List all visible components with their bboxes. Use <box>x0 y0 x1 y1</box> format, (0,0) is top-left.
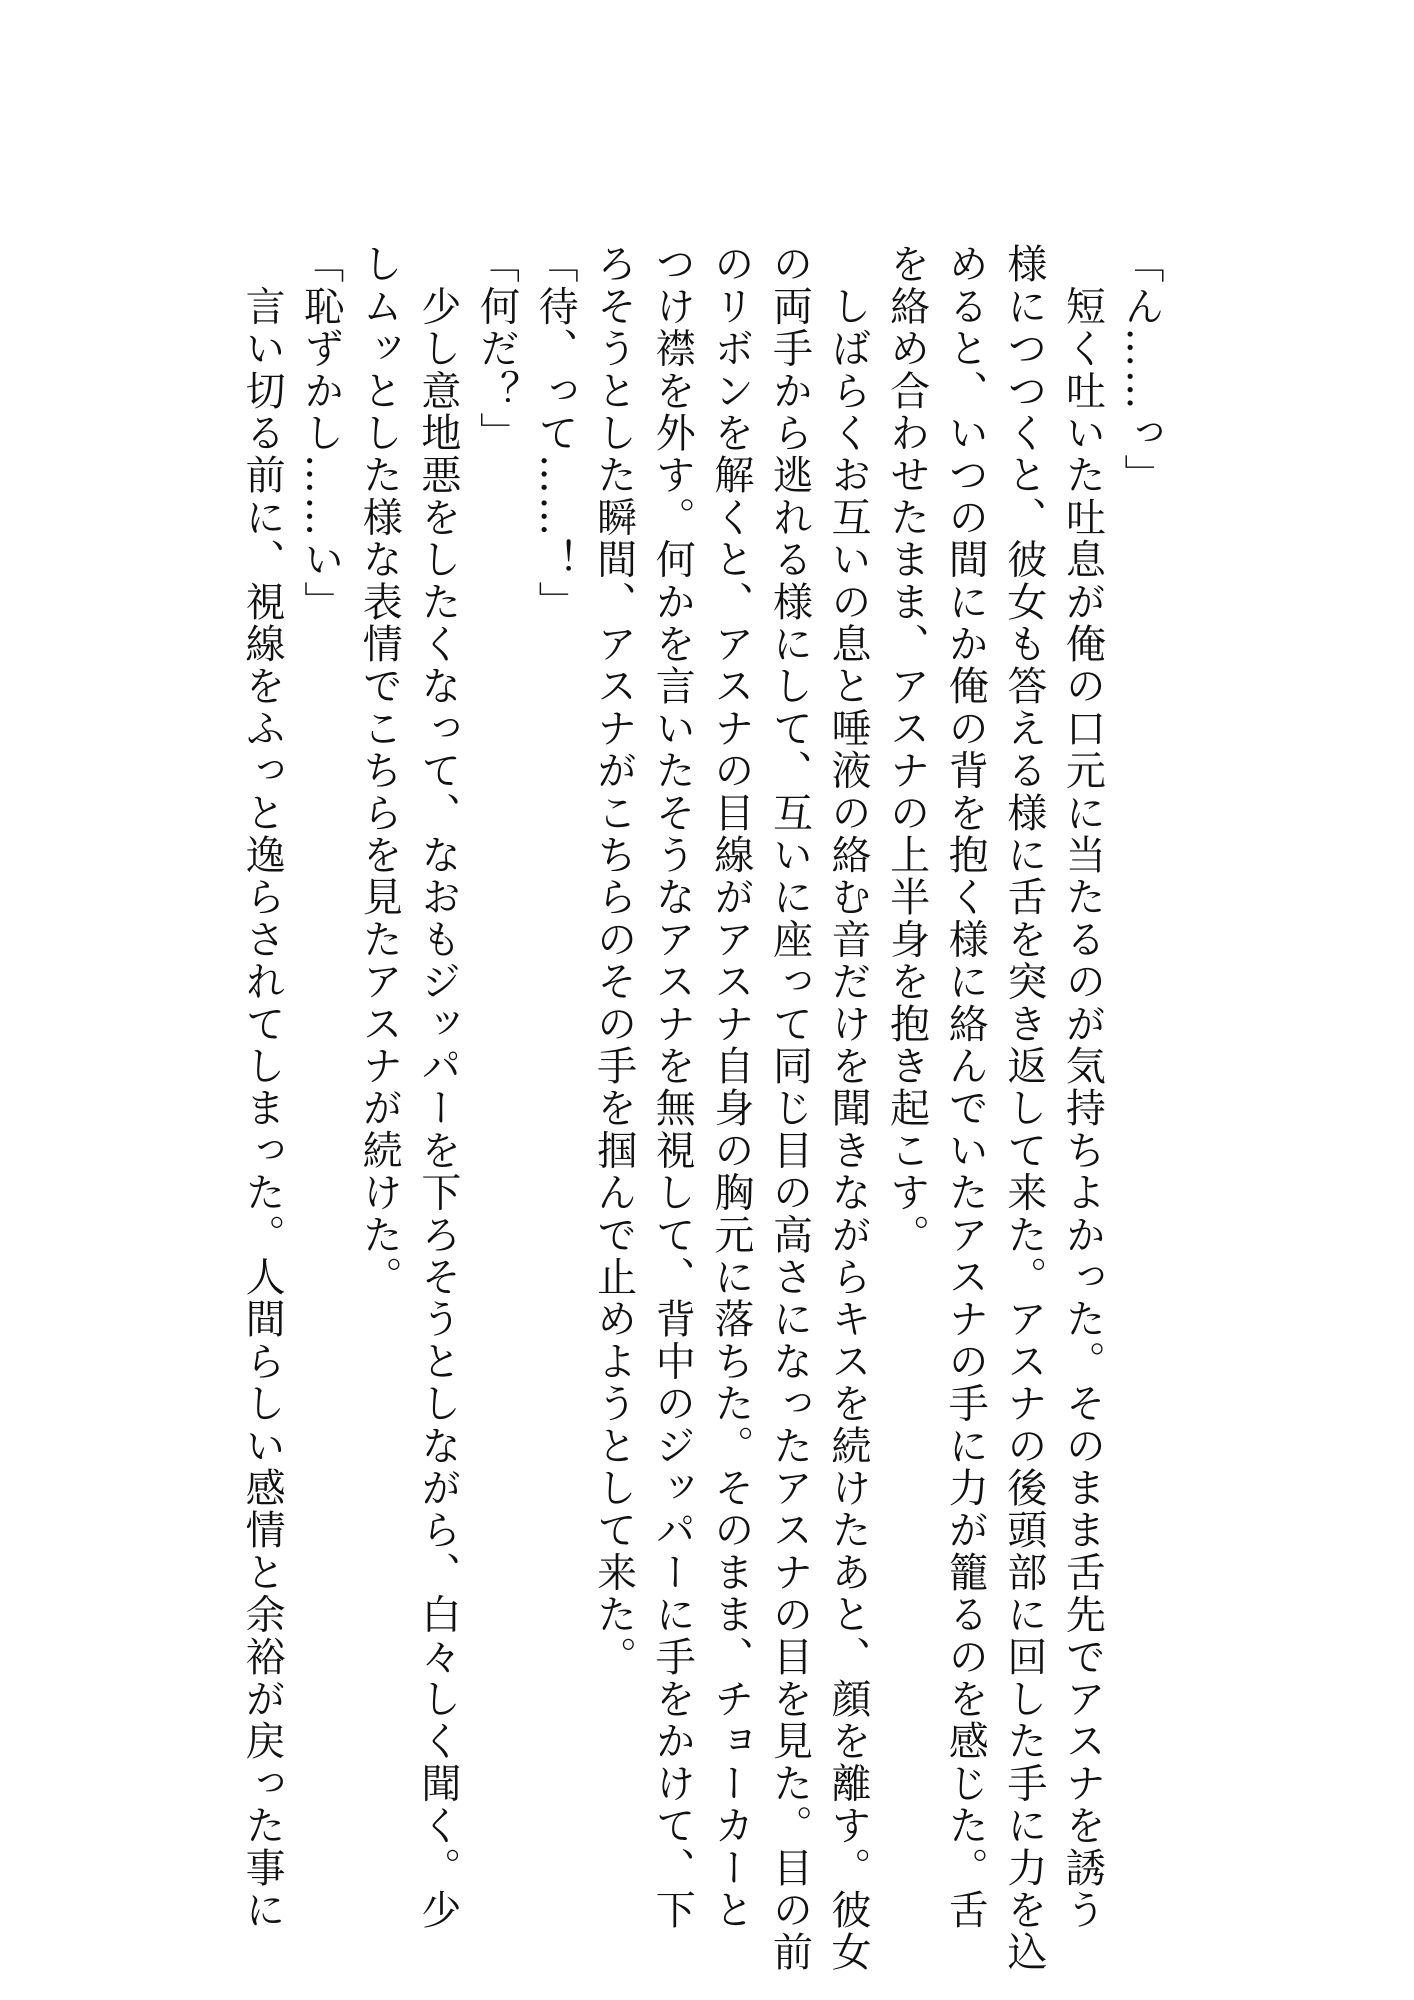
text-line-dialogue: 「ん……っ」 <box>1118 243 1164 497</box>
text-line: 少し意地悪をしたくなって、なおもジッパーを下ろそうとしながら、白々しく聞く。少 <box>414 243 461 1931</box>
text-line: 言い切る前に、視線をふっと逸らされてしまった。人間らしい感情と余裕が戻った事に <box>239 243 286 1931</box>
vertical-text-body <box>233 243 1171 1974</box>
text-line: の両手から逃れる様にして、互いに座って同じ目の高さになったアスナの目を見た。目の前 <box>766 243 813 1974</box>
text-line-dialogue: 「何だ？」 <box>473 243 520 454</box>
text-line: つけ襟を外す。何かを言いたそうなアスナを無視して、背中のジッパーに手をかけて、下 <box>649 243 696 1931</box>
text-line: しムッとした様な表情でこちらを見たアスナが続けた。 <box>356 243 403 1298</box>
text-line: めると、いつの間にか俺の背を抱く様に絡んでいたアスナの手に力が籠るのを感じた。舌 <box>942 243 989 1931</box>
text-line: を絡め合わせたまま、アスナの上半身を抱き起こす。 <box>883 243 930 1256</box>
text-line: ろそうとした瞬間、アスナがこちらのその手を掴んで止めようとして来た。 <box>590 243 637 1678</box>
text-line: のリボンを解くと、アスナの目線がアスナ自身の胸元に落ちた。そのまま、チョーカーと <box>707 243 754 1931</box>
text-line-dialogue: 「恥ずかし……い」 <box>297 243 344 623</box>
text-line: 様につつくと、彼女も答える様に舌を突き返して来た。アスナの後頭部に回した手に力を込 <box>1000 243 1047 1974</box>
text-line: 短く吐いた吐息が俺の口元に当たるのが気持ちよかった。そのまま舌先でアスナを誘う <box>1059 243 1106 1931</box>
text-line-dialogue: 「待、って……！」 <box>532 243 579 623</box>
text-line: しばらくお互いの息と唾液の絡む音だけを聞きながらキスを続けたあと、顔を離す。彼女 <box>825 243 872 1974</box>
